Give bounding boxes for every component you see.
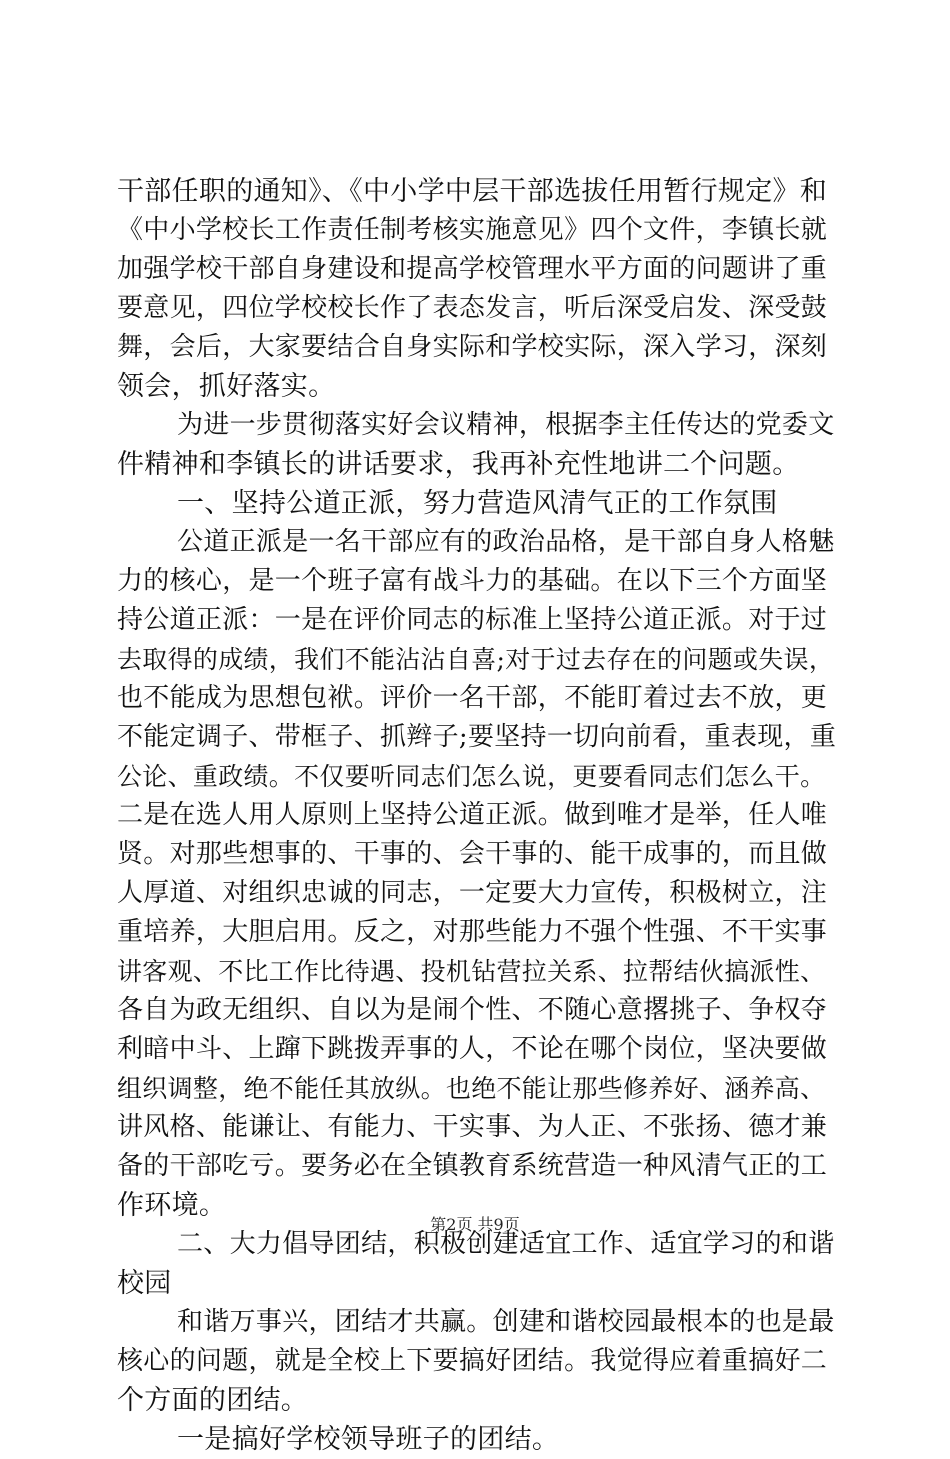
text-line: 核心的问题，就是全校上下要搞好团结。我觉得应着重搞好二 (117, 1346, 828, 1376)
text-line: 要意见，四位学校校长作了表态发言，听后深受启发、深受鼓 (117, 293, 828, 323)
text-line: 重培养，大胆启用。反之，对那些能力不强个性强、不干实事 (117, 917, 828, 947)
text-line: 《中小学校长工作责任制考核实施意见》四个文件，李镇长就 (117, 215, 828, 245)
text-line: 个方面的团结。 (117, 1385, 309, 1416)
text-line: 为进一步贯彻落实好会议精神，根据李主任传达的党委文 (177, 410, 835, 440)
text-line: 不能定调子、带框子、抓辫子;要坚持一切向前看，重表现，重 (117, 722, 837, 752)
text-line: 备的干部吃亏。要务必在全镇教育系统营造一种风清气正的工 (117, 1151, 828, 1181)
text-line: 二、大力倡导团结，积极创建适宜工作、适宜学习的和谐 (177, 1229, 835, 1259)
text-line: 去取得的成绩，我们不能沾沾自喜;对于过去存在的问题或失误， (117, 645, 835, 674)
text-line: 件精神和李镇长的讲话要求，我再补充性地讲二个问题。 (117, 449, 800, 480)
text-line: 力的核心，是一个班子富有战斗力的基础。在以下三个方面坚 (117, 566, 828, 596)
text-line: 二是在选人用人原则上坚持公道正派。做到唯才是举，任人唯 (117, 800, 828, 830)
text-line: 也不能成为思想包袱。评价一名干部，不能盯着过去不放，更 (117, 683, 828, 713)
text-line: 一是搞好学校领导班子的团结。 (177, 1424, 560, 1455)
text-line: 持公道正派：一是在评价同志的标准上坚持公道正派。对于过 (117, 605, 828, 635)
document-body (117, 172, 837, 1459)
text-line: 各自为政无组织、自以为是闹个性、不随心意撂挑子、争权夺 (117, 995, 828, 1025)
text-line: 领会，抓好落实。 (117, 371, 336, 402)
text-line: 讲风格、能谦让、有能力、干实事、为人正、不张扬、德才兼 (117, 1112, 828, 1142)
page-footer: 第2页 共9页 (430, 1215, 520, 1234)
text-line: 和谐万事兴，团结才共赢。创建和谐校园最根本的也是最 (177, 1307, 835, 1337)
text-line: 干部任职的通知》、《中小学中层干部选拔任用暂行规定》和 (117, 176, 828, 207)
text-line: 一、坚持公道正派，努力营造风清气正的工作氛围 (177, 488, 778, 519)
text-line: 作环境。 (117, 1190, 227, 1221)
text-line: 公论、重政绩。不仅要听同志们怎么说，更要看同志们怎么干。 (117, 762, 826, 791)
text-line: 讲客观、不比工作比待遇、投机钻营拉关系、拉帮结伙搞派性、 (117, 957, 826, 986)
text-line: 贤。对那些想事的、干事的、会干事的、能干成事的，而且做 (117, 839, 828, 869)
text-line: 公道正派是一名干部应有的政治品格，是干部自身人格魅 (177, 527, 835, 557)
text-line: 加强学校干部自身建设和提高学校管理水平方面的问题讲了重 (117, 254, 828, 284)
text-line: 舞，会后，大家要结合自身实际和学校实际，深入学习，深刻 (117, 332, 828, 362)
text-line: 利暗中斗、上蹿下跳拨弄事的人，不论在哪个岗位，坚决要做 (117, 1034, 828, 1064)
text-line: 组织调整，绝不能任其放纵。也绝不能让那些修养好、涵养高、 (117, 1074, 826, 1103)
text-line: 校园 (117, 1268, 172, 1299)
text-line: 人厚道、对组织忠诚的同志，一定要大力宣传，积极树立，注 (117, 878, 828, 908)
